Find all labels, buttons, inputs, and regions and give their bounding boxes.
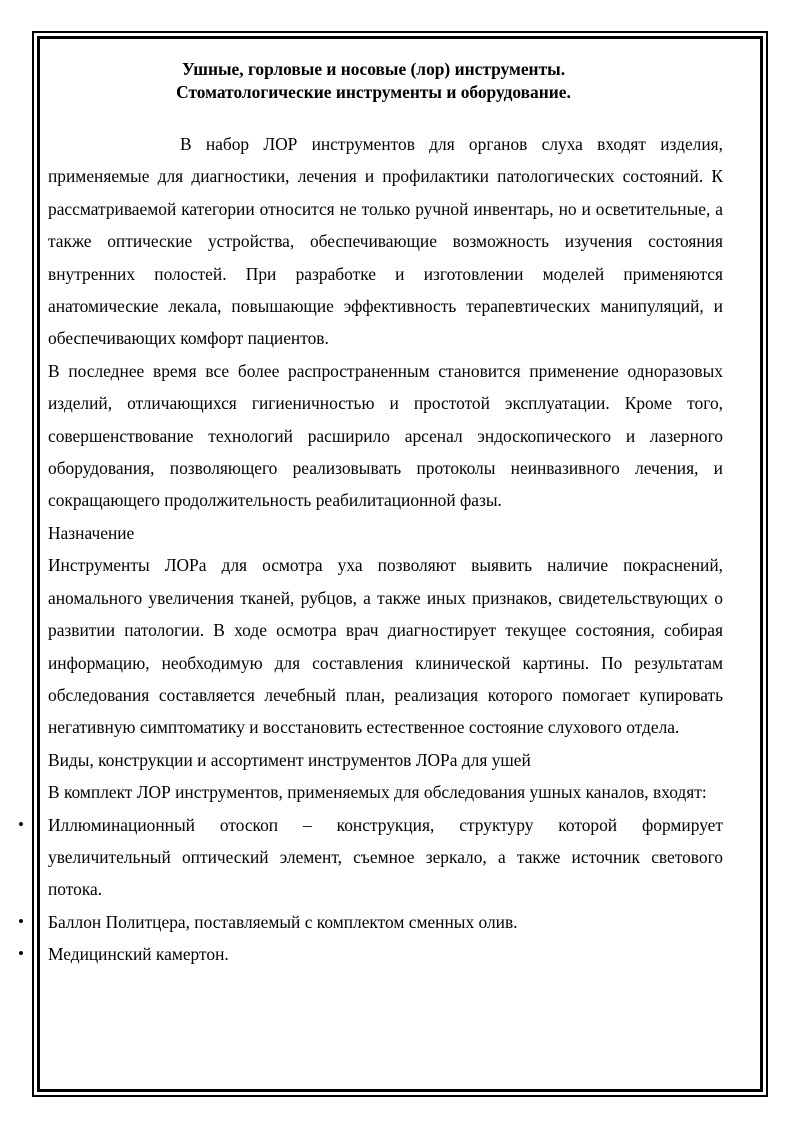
heading-types: Виды, конструкции и ассортимент инструментов ЛОРа для ушей bbox=[48, 749, 531, 770]
list-item-text: Баллон Политцера, поставляемый с комплектом сменных олив. bbox=[48, 911, 518, 932]
paragraph-kit: В комплект ЛОР инструментов, применяемых для обследования ушных каналов, входят: bbox=[48, 782, 707, 803]
bullet-marker: • bbox=[18, 944, 24, 964]
document-title bbox=[48, 58, 723, 104]
list-item bbox=[18, 809, 723, 906]
paragraph-purpose: Инструменты ЛОРа для осмотра уха позволяют выявить наличие покраснений, аномального увеличения тканей, рубцов, а также иных признаков, свидетельствующих о развитии патологии. В ходе осмотра врач диагностирует текущее состояния, собирая информацию, необходимую для составления клинической картины. По результатам обследования составляется лечебный план, реализация которого помогает купировать негативную симптоматику и восстановить естественное состояние слухового отдела. bbox=[48, 555, 723, 738]
paragraph-intro: В набор ЛОР инструментов для органов слуха входят изделия, применяемые для диагностики, лечения и профилактики патологических состояний. К рассматриваемой категории относится не только ручной инвентарь, но и осветительные, а также оптические устройства, обеспечивающие возможность изучения состояния внутренних полостей. При разработке и изготовлении моделей применяются анатомические лекала, повышающие эффективность терапевтических манипуляций, и обеспечивающих комфорт пациентов. bbox=[48, 134, 723, 349]
list-item-text: Иллюминационный отоскоп – конструкция, структуру которой формирует увеличительный оптический элемент, съемное зеркало, а также источник светового потока. bbox=[48, 814, 723, 900]
list-item-text: Медицинский камертон. bbox=[48, 944, 229, 965]
paragraph-recent: В последнее время все более распространенным становится применение одноразовых изделий, отличающихся гигиеничностью и простотой эксплуатации. Кроме того, совершенствование технологий расширило арсенал эндоскопического и лазерного оборудования, позволяющего реализовывать протоколы неинвазивного лечения, и сокращающего продолжительность реабилитационной фазы. bbox=[48, 360, 723, 511]
document-body bbox=[18, 58, 723, 971]
bullet-marker: • bbox=[18, 911, 24, 931]
heading-purpose: Назначение bbox=[48, 522, 135, 543]
title-line-2: Стоматологические инструменты и оборудование. bbox=[176, 82, 571, 102]
list-item bbox=[18, 938, 723, 970]
bullet-marker: • bbox=[18, 814, 24, 834]
list-item bbox=[18, 906, 723, 938]
title-line-1: Ушные, горловые и носовые (лор) инструменты. bbox=[181, 59, 566, 79]
instrument-list bbox=[18, 809, 723, 971]
